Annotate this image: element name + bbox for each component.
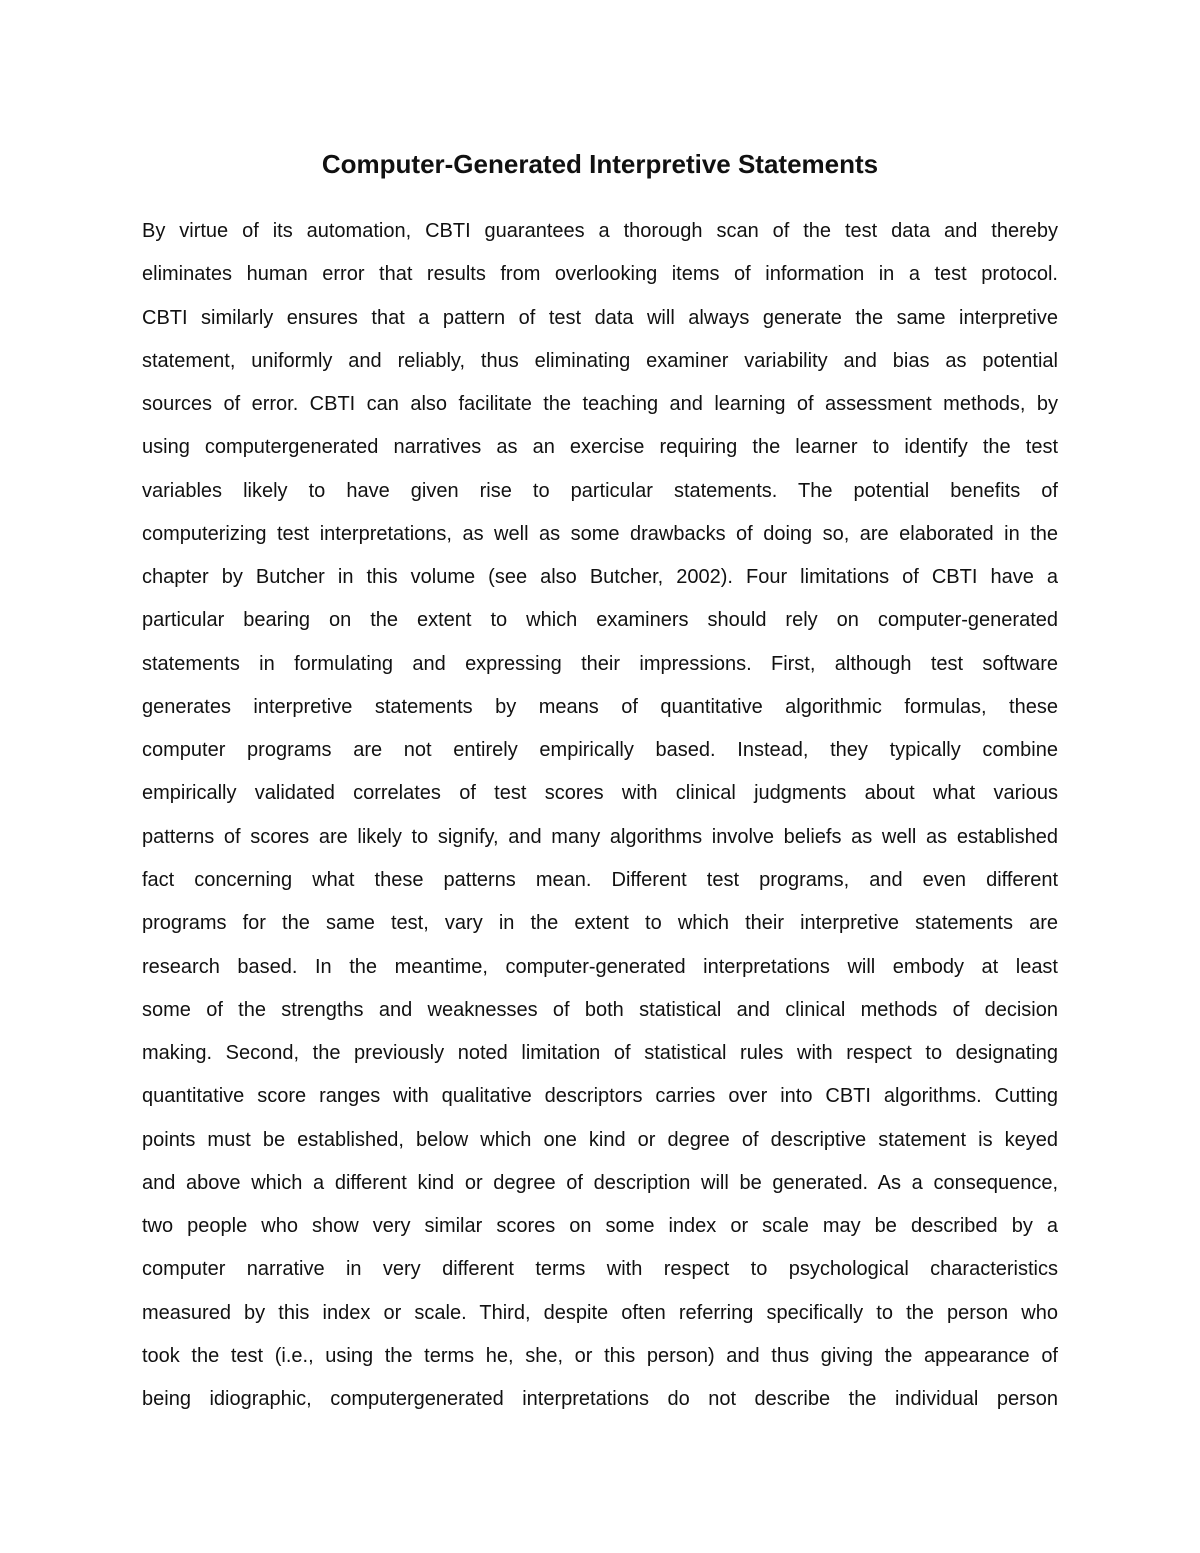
paragraph-line: measured by this index or scale. Third, despite often referring specifically to the person who	[142, 1301, 1058, 1324]
paragraph-line: computer narrative in very different terms with respect to psychological characteristics	[142, 1258, 1058, 1281]
document-title: Computer-Generated Interpretive Statements	[321, 149, 879, 179]
paragraph-line: two people who show very similar scores on some index or scale may be described by a	[142, 1215, 1058, 1238]
paragraph-line: eliminates human error that results from overlooking items of information in a test protocol.	[142, 263, 1058, 286]
paragraph-line: making. Second, the previously noted limitation of statistical rules with respect to designating	[142, 1042, 1058, 1065]
paragraph-line: variables likely to have given rise to particular statements. The potential benefits of	[142, 479, 1058, 502]
paragraph-line: research based. In the meantime, computer-generated interpretations will embody at least	[142, 955, 1058, 978]
paragraph-line: computerizing test interpretations, as well as some drawbacks of doing so, are elaborated in the	[142, 522, 1058, 545]
paragraph-line: sources of error. CBTI can also facilitate the teaching and learning of assessment methods, by	[142, 393, 1058, 416]
paragraph-line: and above which a different kind or degree of description will be generated. As a consequence,	[142, 1171, 1058, 1194]
paragraph-line: particular bearing on the extent to which examiners should rely on computer-generated	[142, 609, 1058, 632]
paragraph-line: empirically validated correlates of test scores with clinical judgments about what various	[142, 782, 1058, 805]
paragraph-line: took the test (i.e., using the terms he, she, or this person) and thus giving the appearance of	[142, 1344, 1058, 1367]
paragraph-line: By virtue of its automation, CBTI guarantees a thorough scan of the test data and thereby	[142, 220, 1058, 242]
paragraph-line: fact concerning what these patterns mean. Different test programs, and even different	[142, 868, 1058, 891]
paragraph-line: points must be established, below which one kind or degree of descriptive statement is keyed	[142, 1128, 1058, 1151]
paragraph-line: using computergenerated narratives as an exercise requiring the learner to identify the test	[142, 436, 1058, 459]
paragraph-line: computer programs are not entirely empirically based. Instead, they typically combine	[142, 739, 1058, 762]
paragraph-line: programs for the same test, vary in the extent to which their interpretive statements are	[142, 912, 1058, 935]
paragraph-line: statements in formulating and expressing their impressions. First, although test software	[142, 652, 1058, 675]
body-paragraph	[142, 210, 1058, 1421]
paragraph-line: quantitative score ranges with qualitative descriptors carries over into CBTI algorithms. Cutting	[142, 1085, 1058, 1108]
paragraph-line: being idiographic, computergenerated interpretations do not describe the individual person	[142, 1388, 1058, 1411]
paragraph-line: patterns of scores are likely to signify, and many algorithms involve beliefs as well as established	[142, 825, 1058, 848]
paragraph-line: chapter by Butcher in this volume (see also Butcher, 2002). Four limitations of CBTI have a	[142, 566, 1058, 589]
paragraph-line: statement, uniformly and reliably, thus eliminating examiner variability and bias as potential	[142, 349, 1058, 372]
paragraph-line: some of the strengths and weaknesses of both statistical and clinical methods of decision	[142, 998, 1058, 1021]
paragraph-line: CBTI similarly ensures that a pattern of test data will always generate the same interpretive	[142, 306, 1058, 329]
paragraph-line: generates interpretive statements by means of quantitative algorithmic formulas, these	[142, 695, 1058, 718]
